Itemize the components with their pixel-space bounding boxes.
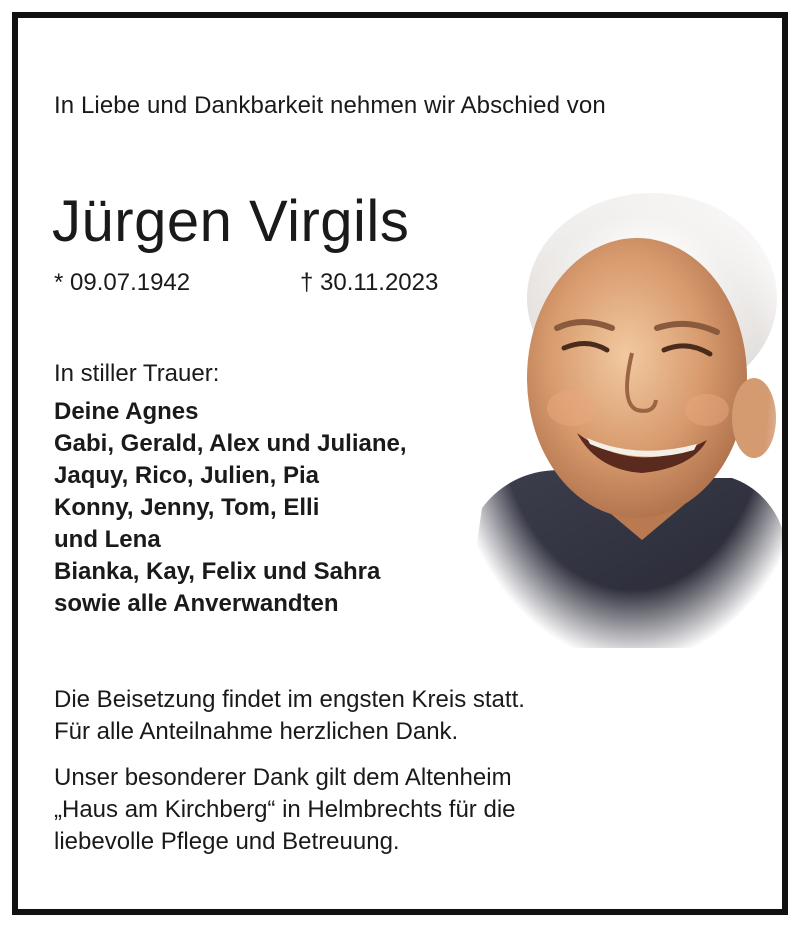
mourner-line: Jaquy, Rico, Julien, Pia [54, 462, 319, 489]
mourner-line: Konny, Jenny, Tom, Elli [54, 494, 320, 521]
mourner-line: und Lena [54, 526, 161, 553]
mourner-line: Bianka, Kay, Felix und Sahra [54, 558, 381, 585]
life-dates [54, 269, 439, 297]
death-date: † 30.11.2023 [300, 269, 439, 296]
mourners-list [54, 396, 407, 620]
thanks-line: liebevolle Pflege und Betreuung. [54, 828, 400, 855]
mourner-line: sowie alle Anverwandten [54, 590, 339, 617]
thanks-text [54, 762, 516, 858]
deceased-name: Jürgen Virgils [52, 189, 410, 254]
intro-text: In Liebe und Dankbarkeit nehmen wir Abschied von [54, 92, 606, 119]
closing-text [54, 684, 525, 748]
mourner-line: Deine Agnes [54, 398, 199, 425]
obituary-frame [12, 12, 788, 915]
thanks-line: „Haus am Kirchberg“ in Helmbrechts für die [54, 796, 516, 823]
portrait-photo [442, 178, 782, 648]
mourning-label: In stiller Trauer: [54, 360, 220, 387]
closing-line: Die Beisetzung findet im engsten Kreis statt. [54, 686, 525, 713]
mourner-line: Gabi, Gerald, Alex und Juliane, [54, 430, 407, 457]
birth-date: * 09.07.1942 [54, 269, 191, 296]
thanks-line: Unser besonderer Dank gilt dem Altenheim [54, 764, 512, 791]
closing-line: Für alle Anteilnahme herzlichen Dank. [54, 718, 459, 745]
